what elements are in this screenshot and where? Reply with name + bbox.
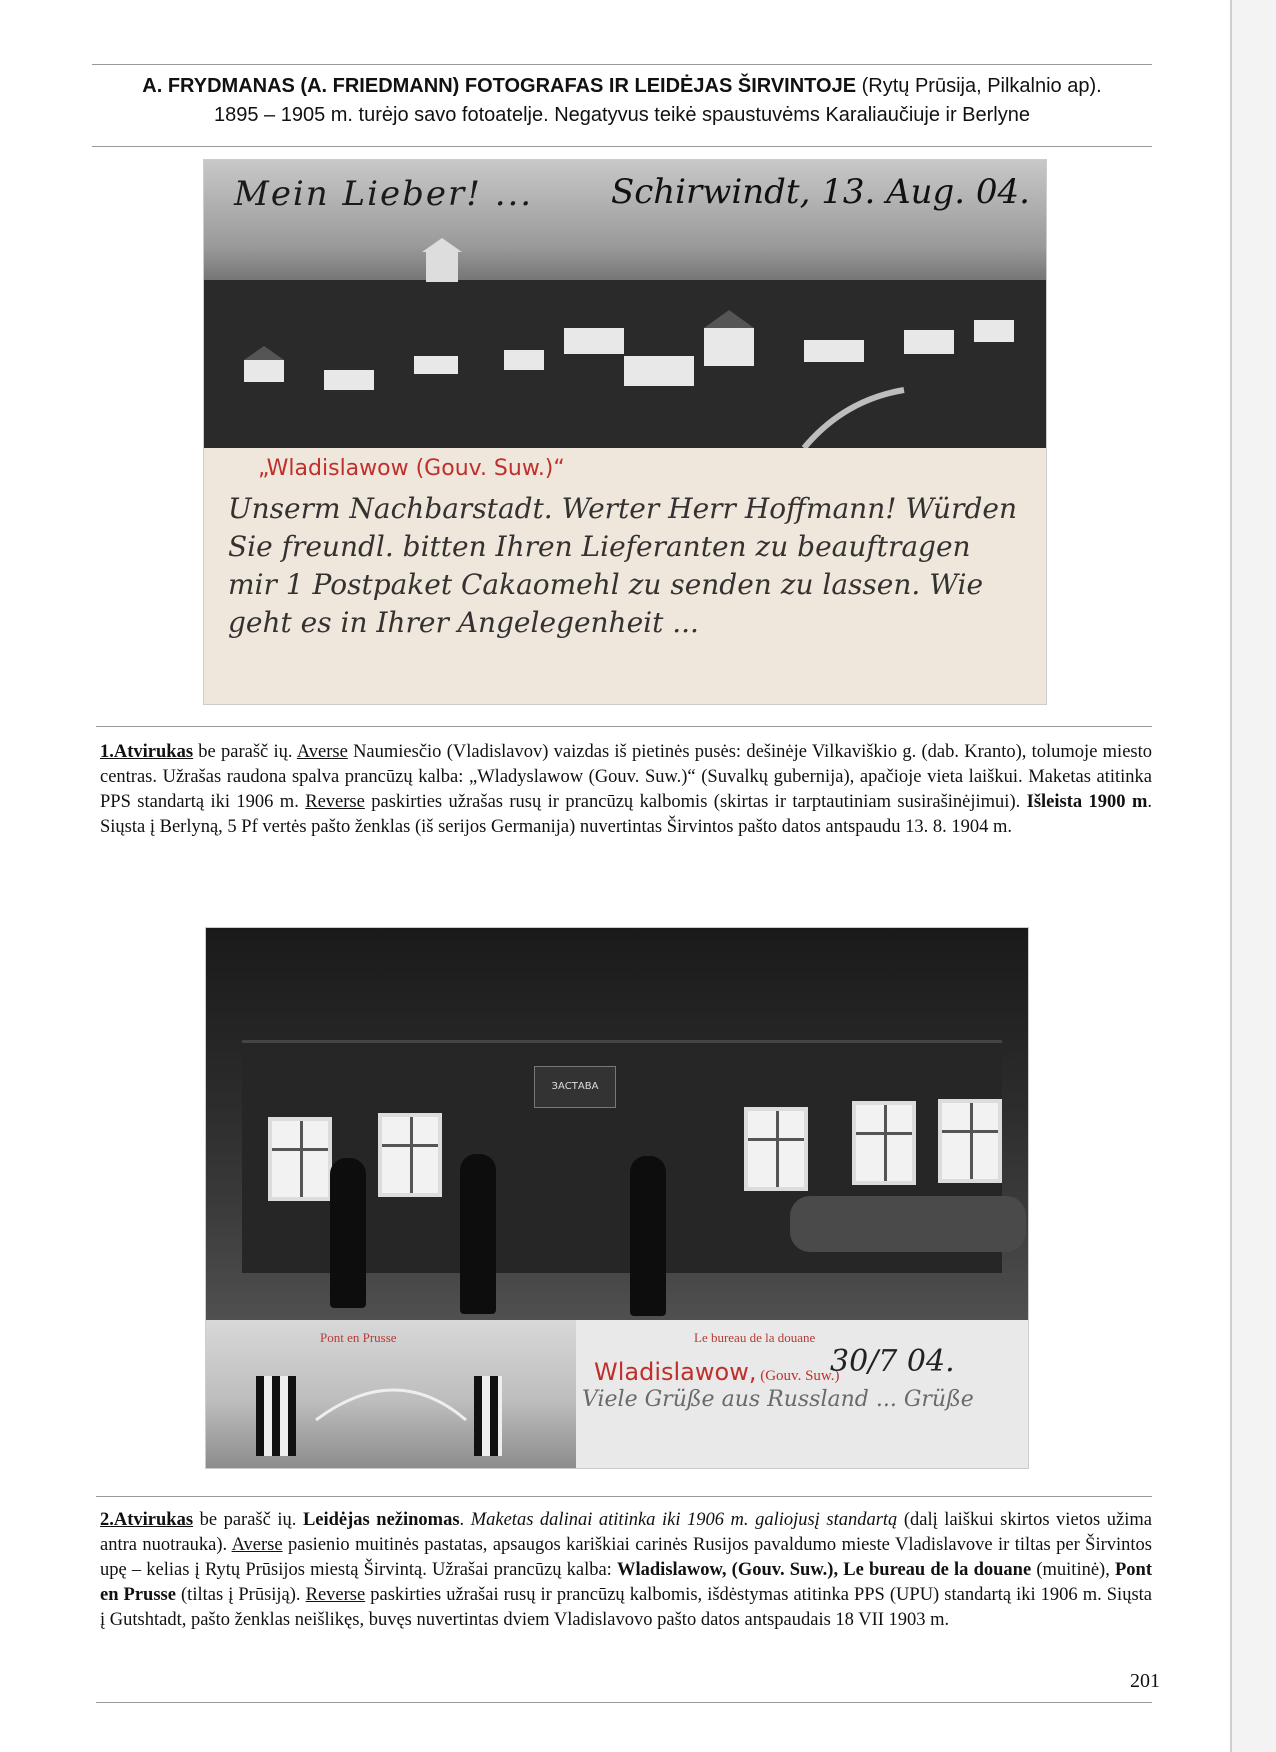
header-top-rule <box>92 64 1152 65</box>
window <box>852 1101 916 1185</box>
desc1-reverse: Reverse <box>305 792 365 812</box>
desc1-text-3: paskirties užrašas rusų ir prancūzų kalbomis (skirtas ir tarptautiniam susirašinėjimui). <box>364 792 1027 812</box>
postcard-1-handwriting: Unserm Nachbarstadt. Werter Herr Hoffmann! Würden Sie freundl. bitten Ihren Lieferanten zu beauftragen mir 1 Postpaket Cakaomehl zu senden zu lassen. Wie geht es in Ihrer Angelegenheit ... <box>228 492 1017 639</box>
postcard-1-greeting-handwriting: Mein Lieber! ... <box>234 174 534 214</box>
postcard-2 <box>206 928 1028 1468</box>
footer-rule <box>96 1702 1152 1703</box>
postcard-1-printed-caption: „Wladislawow (Gouv. Suw.)“ <box>258 456 565 481</box>
page-number: 201 <box>1130 1670 1160 1692</box>
desc1-text-1: be parašč ių. <box>193 742 297 762</box>
desc1-text-4: . Siųsta į Berlyną, 5 Pf vertės pašto ženklas (iš serijos Germanija) nuvertintas Širvintos pašto datos antspaudu 13. 8. 1904 m. <box>100 792 1152 837</box>
desc1-averse: Averse <box>296 742 348 762</box>
customs-sign: ЗАСТАВА <box>534 1066 616 1108</box>
window <box>938 1099 1002 1183</box>
desc2-bold-2: Wladislawow, (Gouv. Suw.), Le bureau de la douane <box>617 1560 1032 1580</box>
window <box>744 1107 808 1191</box>
desc2-text-1: be parašč ių. <box>193 1510 303 1530</box>
desc2-title: 2.Atvirukas <box>100 1510 194 1530</box>
desc2-bold-3: Pont en Prusse <box>100 1560 1152 1605</box>
desc2-text-7: paskirties užrašai rusų ir prancūzų kalbomis, išdėstymas atitinka PPS (UPU) standartą iki 1906 m. Siųsta į Gutshtadt, pašto ženklas neišlikęs, buvęs nuvertintas dviem Vladislavovo pašto datos antspaudais 18 VII 1903 m. <box>100 1585 1152 1630</box>
desc1-title: 1.Atvirukas <box>100 742 194 762</box>
page-header <box>92 72 1152 130</box>
postcard-1 <box>204 160 1046 704</box>
desc2-italic: Maketas dalinai atitinka iki 1906 m. galiojusį standartą <box>470 1510 898 1530</box>
inset-label: Pont en Prusse <box>320 1330 397 1345</box>
desc1-text-2: Naumiesčio (Vladislavov) vaizdas iš pietinės pusės: dešinėje Vilkaviškio g. (dab. Kranto), tolumoje miesto centras. Užrašas raudona spalva prancūzų kalba: „Wladyslawow (Gouv. Suw.)“ (Suvalkų gubernija), apačioje vieta laiškui. Maketas atitinka PPS standartą iki 1906 m. <box>100 742 1152 812</box>
guard-figure <box>630 1156 666 1316</box>
header-line-2: 1895 – 1905 m. turėjo savo fotoatelje. Negatyvus teikė spaustuvėms Karaliaučiuje ir Berlyne <box>213 104 1030 126</box>
postcard-1-photo <box>204 160 1046 448</box>
postcard-2-caption <box>594 1358 840 1386</box>
header-bottom-rule <box>92 146 1152 147</box>
window <box>378 1113 442 1197</box>
postcard-1-description <box>100 740 1152 840</box>
desc2-text-4: pasienio muitinės pastatas, apsaugos kariškiai carinės Rusijos pavaldumo mieste Vladislavove ir tiltas per Širvintos upę – kelias į Rytų Prūsijos miestą Širvintą. Užrašai prancūzų kalba: <box>100 1535 1152 1580</box>
desc1-top-rule <box>96 726 1152 727</box>
bridge-beam <box>790 1196 1026 1252</box>
guard-figure <box>460 1154 496 1314</box>
desc2-top-rule <box>96 1496 1152 1497</box>
postcard-2-date: 30/7 04. <box>830 1344 955 1379</box>
desc2-bold-1: Leidėjas nežinomas <box>302 1510 460 1530</box>
caption-small: (Gouv. Suw.) <box>756 1368 840 1384</box>
header-title-bold: A. FRYDMANAS (A. FRIEDMANN) FOTOGRAFAS IR LEIDĖJAS ŠIRVINTOJE <box>142 75 857 97</box>
desc2-text-2: . <box>459 1510 471 1530</box>
header-title-rest: (Rytų Prūsija, Pilkalnio ap). <box>856 75 1102 97</box>
postcard-1-date: Schirwindt, 13. Aug. 04. <box>610 172 1030 212</box>
desc1-bold: Išleista 1900 m <box>1026 792 1148 812</box>
window <box>268 1117 332 1201</box>
desc2-text-5: (muitinė), <box>1031 1560 1115 1580</box>
desc2-averse: Averse <box>231 1535 283 1555</box>
postcard-2-lower-panel <box>206 1320 1028 1468</box>
postcard-2-handwriting: Viele Grüße aus Russland ... Grüße <box>582 1387 974 1412</box>
postcard-2-description <box>100 1508 1152 1633</box>
page-edge <box>1230 0 1276 1752</box>
header-line-1 <box>92 72 1152 100</box>
guard-figure <box>330 1158 366 1308</box>
desc2-text-3: (dalį laiškui skirtos vietos užima antra nuotrauka). <box>100 1510 1152 1555</box>
douane-label: Le bureau de la douane <box>694 1330 816 1345</box>
postcard-2-photo <box>206 928 1028 1320</box>
desc2-text-6: (tiltas į Prūsiją). <box>175 1585 306 1605</box>
desc2-reverse: Reverse <box>305 1585 366 1605</box>
caption-main: Wladislawow, <box>594 1358 757 1386</box>
